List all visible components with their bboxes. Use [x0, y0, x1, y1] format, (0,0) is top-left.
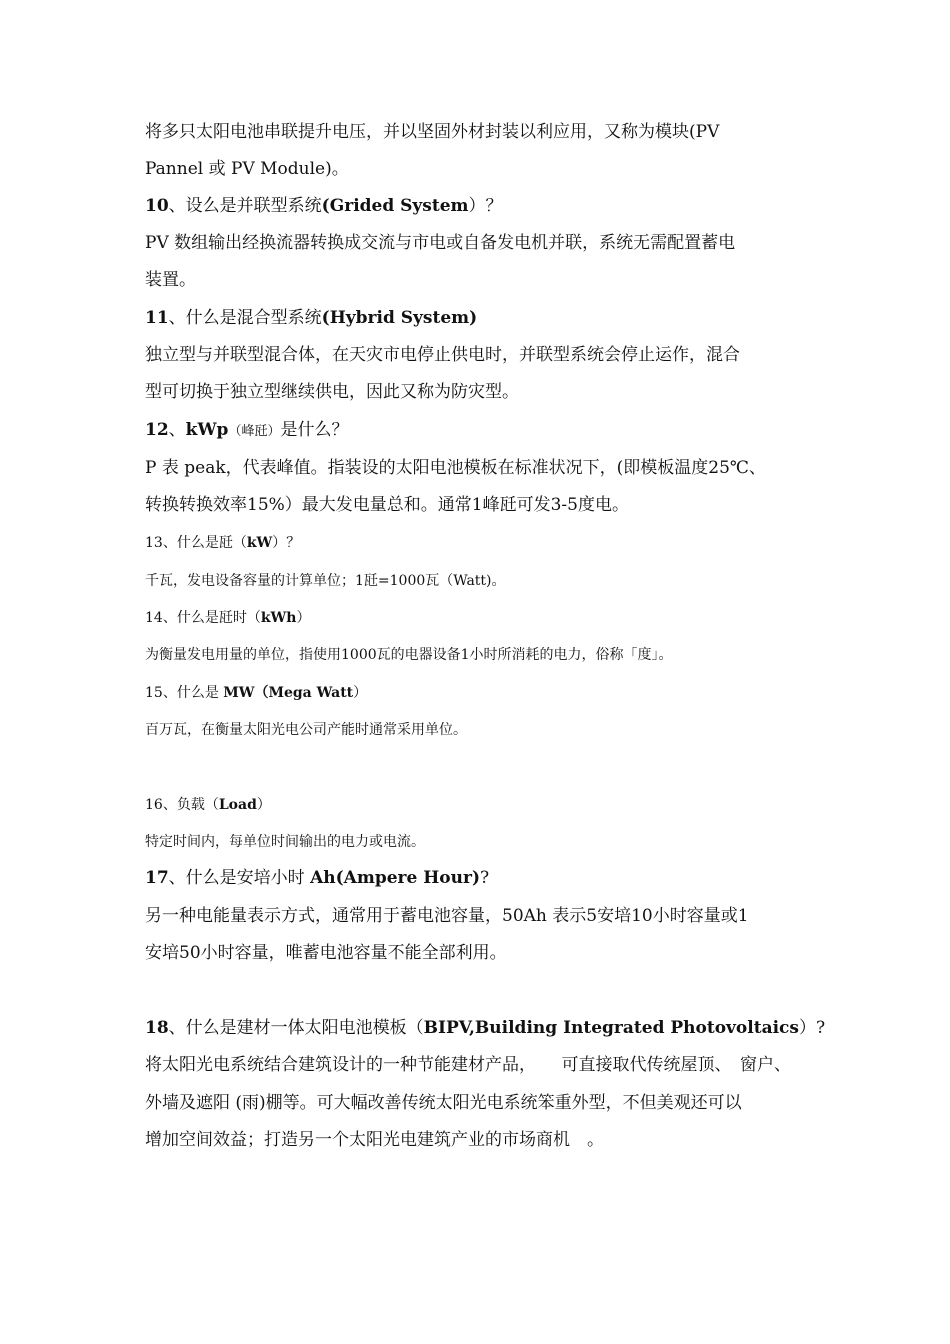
question-11-number: 11 [145, 308, 169, 328]
question-15-text: 15、什么是 [145, 685, 224, 701]
question-10-term: (Grided System [321, 196, 469, 216]
answer-17-line-1: 另一种电能量表示方式，通常用于蓄电池容量，50Ah 表示5安培10小时容量或1 [145, 906, 749, 926]
answer-18-line-3: 增加空间效益；打造另一个太阳光电建筑产业的市场商机 。 [145, 1130, 604, 1150]
question-14-end: ） [296, 610, 311, 626]
question-11 [145, 310, 477, 327]
question-15-term: MW（Mega Watt [223, 685, 354, 701]
question-17-term: Ah(Ampere Hour) [310, 868, 481, 888]
question-12 [145, 422, 348, 439]
question-17-text: 、什么是安培小时 [168, 868, 311, 888]
answer-15-line-1: 百万瓦，在衡量太阳光电公司产能时通常采用单位。 [145, 722, 467, 738]
question-11-text: 、什么是混合型系统 [168, 308, 322, 328]
question-12-separator: 、 [168, 420, 186, 440]
question-13-term: kW [246, 535, 273, 551]
question-16 [145, 798, 271, 812]
question-16-text: 16、负载（ [145, 797, 219, 813]
question-10 [145, 198, 503, 215]
question-10-end: ）？ [468, 196, 503, 216]
answer-11-line-1: 独立型与并联型混合体，在天灾市电停止供电时，并联型系统会停止运作，混合 [145, 345, 740, 365]
answer-13-line-1: 千瓦，发电设备容量的计算单位；1瓩=1000瓦（Watt)。 [145, 573, 506, 589]
question-10-number: 10 [145, 196, 169, 216]
prev-answer-line-2: Pannel 或 PV Module)。 [145, 159, 349, 179]
answer-12-line-2: 转换转换效率15%）最大发电量总和。通常1峰瓩可发3-5度电。 [145, 495, 629, 515]
answer-18-line-1: 将太阳光电系统结合建筑设计的一种节能建材产品， 可直接取代传统屋顶、 窗户、 [145, 1055, 791, 1075]
question-14-text: 14、什么是瓩时（ [145, 610, 261, 626]
prev-answer-line-1: 将多只太阳电池串联提升电压，并以坚固外材封装以利应用，又称为模块(PV [145, 122, 720, 142]
question-16-end: ） [256, 797, 271, 813]
question-12-number: 12 [145, 420, 169, 440]
question-17-number: 17 [145, 868, 169, 888]
question-17 [145, 870, 489, 887]
answer-11-line-2: 型可切换于独立型继续供电，因此又称为防灾型。 [145, 382, 519, 402]
question-10-text: 、设么是并联型系统 [168, 196, 322, 216]
question-14 [145, 611, 310, 625]
question-11-term: (Hybrid System) [321, 308, 478, 328]
question-18-number: 18 [145, 1018, 169, 1038]
question-16-term: Load [218, 797, 257, 813]
question-14-term: kWh [260, 610, 297, 626]
answer-18-line-2: 外墙及遮阳 (雨)棚等。可大幅改善传统太阳光电系统笨重外型，不但美观还可以 [145, 1093, 742, 1113]
question-13 [145, 536, 300, 550]
question-13-end: ）？ [272, 535, 301, 551]
answer-10-line-1: PV 数组输出经换流器转换成交流与市电或自备发电机并联，系统无需配置蓄电 [145, 233, 736, 253]
question-18 [145, 1020, 825, 1037]
question-12-unit: （峰瓩） [228, 424, 281, 439]
answer-12-line-1: P 表 peak，代表峰值。指装设的太阳电池模板在标准状况下，(即模板温度25℃、 [145, 458, 766, 478]
question-15-end: ） [353, 685, 368, 701]
answer-14-line-1: 为衡量发电用量的单位，指使用1000瓦的电器设备1小时所消耗的电力，俗称「度」。 [145, 647, 673, 663]
question-18-text: 、什么是建材一体太阳电池模板（ [168, 1018, 424, 1038]
question-15 [145, 686, 367, 700]
question-17-end: ? [480, 868, 490, 888]
question-13-unit: 瓩（ [218, 535, 247, 551]
answer-17-line-2: 安培50小时容量，唯蓄电池容量不能全部利用。 [145, 943, 507, 963]
question-12-end: 是什么？ [280, 420, 349, 440]
answer-16-line-1: 特定时间内，每单位时间输出的电力或电流。 [145, 834, 425, 850]
question-12-term: kWp [185, 420, 229, 440]
question-18-term: BIPV,Building Integrated Photovoltaics [423, 1018, 799, 1038]
question-18-end: ）? [798, 1018, 826, 1038]
answer-10-line-2: 装置。 [145, 270, 196, 290]
question-13-text: 13、什么是 [145, 535, 219, 551]
